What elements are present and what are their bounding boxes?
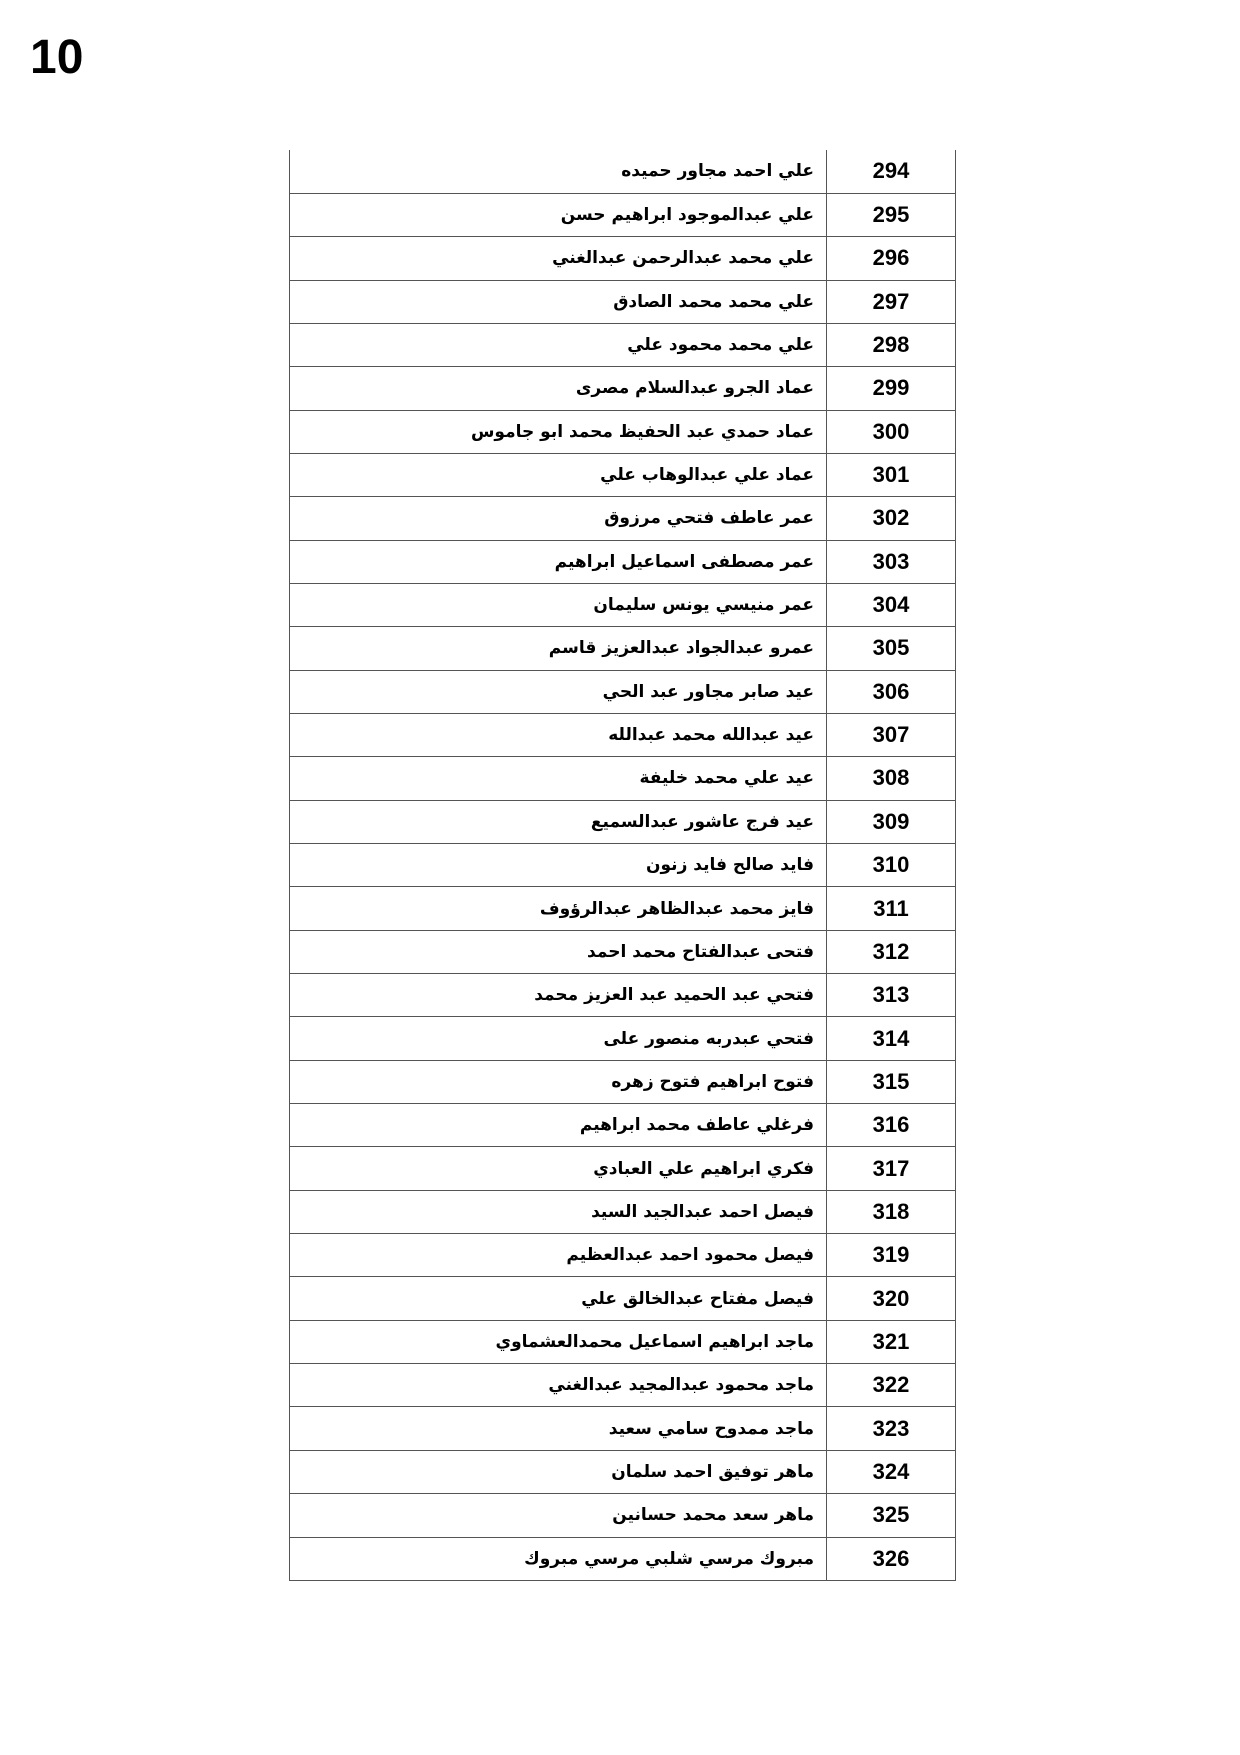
- name-cell: فيصل مفتاح عبدالخالق علي: [290, 1277, 827, 1320]
- name-cell: عيد علي محمد خليفة: [290, 757, 827, 800]
- number-cell: 299: [827, 367, 956, 410]
- name-cell: ماهر سعد محمد حسانين: [290, 1494, 827, 1537]
- number-cell: 302: [827, 497, 956, 540]
- name-cell: عيد فرج عاشور عبدالسميع: [290, 800, 827, 843]
- table-row: [290, 323, 956, 366]
- name-cell: فتحي عبدربه منصور على: [290, 1017, 827, 1060]
- number-cell: 325: [827, 1494, 956, 1537]
- table-row: [290, 930, 956, 973]
- number-cell: 319: [827, 1234, 956, 1277]
- table-row: [290, 1017, 956, 1060]
- table-row: [290, 367, 956, 410]
- table-row: [290, 1320, 956, 1363]
- number-cell: 323: [827, 1407, 956, 1450]
- number-cell: 322: [827, 1364, 956, 1407]
- table-row: [290, 1364, 956, 1407]
- number-cell: 326: [827, 1537, 956, 1580]
- table-row: [290, 1147, 956, 1190]
- number-cell: 315: [827, 1060, 956, 1103]
- table-row: [290, 540, 956, 583]
- number-cell: 310: [827, 844, 956, 887]
- table-row: [290, 670, 956, 713]
- names-table: [289, 150, 956, 1581]
- name-cell: مبروك مرسي شلبي مرسي مبروك: [290, 1537, 827, 1580]
- table-row: [290, 150, 956, 193]
- name-cell: فتحى عبدالفتاح محمد احمد: [290, 930, 827, 973]
- number-cell: 304: [827, 583, 956, 626]
- table-row: [290, 583, 956, 626]
- name-cell: ماجد ابراهيم اسماعيل محمدالعشماوي: [290, 1320, 827, 1363]
- name-cell: عمر مصطفى اسماعيل ابراهيم: [290, 540, 827, 583]
- number-cell: 303: [827, 540, 956, 583]
- table-row: [290, 1104, 956, 1147]
- name-cell: ماجد ممدوح سامي سعيد: [290, 1407, 827, 1450]
- table-row: [290, 1234, 956, 1277]
- table-row: [290, 497, 956, 540]
- table-row: [290, 1450, 956, 1493]
- number-cell: 294: [827, 150, 956, 193]
- number-cell: 296: [827, 237, 956, 280]
- table-row: [290, 974, 956, 1017]
- number-cell: 306: [827, 670, 956, 713]
- name-cell: علي محمد محمود علي: [290, 323, 827, 366]
- table-row: [290, 757, 956, 800]
- number-cell: 318: [827, 1190, 956, 1233]
- number-cell: 295: [827, 193, 956, 236]
- name-cell: فرغلي عاطف محمد ابراهيم: [290, 1104, 827, 1147]
- name-cell: عمرو عبدالجواد عبدالعزيز قاسم: [290, 627, 827, 670]
- table-row: [290, 1190, 956, 1233]
- number-cell: 313: [827, 974, 956, 1017]
- number-cell: 307: [827, 713, 956, 756]
- name-cell: عماد علي عبدالوهاب علي: [290, 453, 827, 496]
- name-cell: عماد حمدي عبد الحفيظ محمد ابو جاموس: [290, 410, 827, 453]
- name-cell: عيد صابر مجاور عبد الحي: [290, 670, 827, 713]
- table-row: [290, 627, 956, 670]
- number-cell: 316: [827, 1104, 956, 1147]
- name-cell: ماهر توفيق احمد سلمان: [290, 1450, 827, 1493]
- table-row: [290, 1537, 956, 1580]
- name-cell: فايد صالح فايد زنون: [290, 844, 827, 887]
- table-row: [290, 410, 956, 453]
- name-cell: ماجد محمود عبدالمجيد عبدالغني: [290, 1364, 827, 1407]
- name-cell: فيصل محمود احمد عبدالعظيم: [290, 1234, 827, 1277]
- table-row: [290, 713, 956, 756]
- name-cell: عمر عاطف فتحي مرزوق: [290, 497, 827, 540]
- number-cell: 309: [827, 800, 956, 843]
- number-cell: 317: [827, 1147, 956, 1190]
- table-row: [290, 193, 956, 236]
- number-cell: 297: [827, 280, 956, 323]
- table-row: [290, 280, 956, 323]
- page-number: 10: [30, 31, 84, 84]
- table-row: [290, 1407, 956, 1450]
- name-cell: علي عبدالموجود ابراهيم حسن: [290, 193, 827, 236]
- name-cell: علي احمد مجاور حميده: [290, 150, 827, 193]
- name-cell: فيصل احمد عبدالجيد السيد: [290, 1190, 827, 1233]
- number-cell: 298: [827, 323, 956, 366]
- table-row: [290, 237, 956, 280]
- table-row: [290, 453, 956, 496]
- number-cell: 311: [827, 887, 956, 930]
- number-cell: 320: [827, 1277, 956, 1320]
- name-cell: عماد الجرو عبدالسلام مصرى: [290, 367, 827, 410]
- table-row: [290, 887, 956, 930]
- name-cell: فتحي عبد الحميد عبد العزيز محمد: [290, 974, 827, 1017]
- table-row: [290, 800, 956, 843]
- name-cell: علي محمد عبدالرحمن عبدالغني: [290, 237, 827, 280]
- table-row: [290, 1060, 956, 1103]
- number-cell: 301: [827, 453, 956, 496]
- name-cell: فتوح ابراهيم فتوح زهره: [290, 1060, 827, 1103]
- name-cell: عيد عبدالله محمد عبدالله: [290, 713, 827, 756]
- number-cell: 314: [827, 1017, 956, 1060]
- number-cell: 305: [827, 627, 956, 670]
- number-cell: 300: [827, 410, 956, 453]
- table-body: [290, 150, 956, 1580]
- number-cell: 324: [827, 1450, 956, 1493]
- name-cell: علي محمد محمد الصادق: [290, 280, 827, 323]
- name-cell: فايز محمد عبدالظاهر عبدالرؤوف: [290, 887, 827, 930]
- name-cell: فكري ابراهيم علي العبادي: [290, 1147, 827, 1190]
- number-cell: 308: [827, 757, 956, 800]
- number-cell: 321: [827, 1320, 956, 1363]
- table-row: [290, 1494, 956, 1537]
- table-row: [290, 1277, 956, 1320]
- number-cell: 312: [827, 930, 956, 973]
- table-row: [290, 844, 956, 887]
- name-cell: عمر منيسي يونس سليمان: [290, 583, 827, 626]
